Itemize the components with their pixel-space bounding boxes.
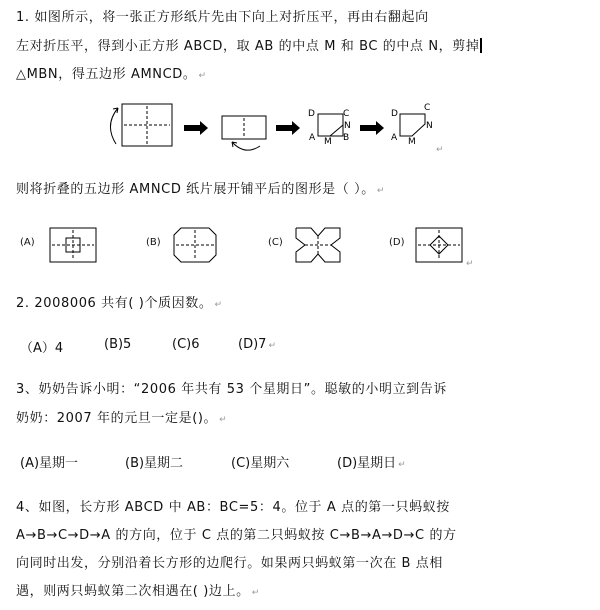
q3-option-d: [337, 452, 406, 471]
q3-line-2: [16, 407, 227, 426]
q1-question: [16, 178, 385, 197]
q3-option-b: (B)星期二: [125, 456, 184, 471]
q2-option-d-text: (D)7: [238, 337, 267, 352]
arrow-icon: [276, 121, 300, 135]
q4-line-3-text: 向同时出发，分别沿着长方形的边爬行。如果两只蚂蚁第一次在 B 点相: [16, 556, 443, 571]
q2-option-d: [238, 337, 276, 352]
q3-line-1: [16, 378, 447, 397]
option-d-figure: [416, 228, 462, 262]
label-d: D: [391, 109, 398, 119]
label-a: A: [391, 133, 398, 143]
option-a-label: (A): [20, 237, 35, 248]
q4-line-2-text: A→B→C→D→A 的方向，位于 C 点的第二只蚂蚁按 C→B→A→D→C 的方: [16, 528, 457, 543]
label-d: D: [308, 109, 315, 119]
q3-option-a: (A)星期一: [20, 456, 79, 471]
arrow-icon: [184, 121, 208, 135]
paragraph-mark: ↵: [466, 259, 474, 269]
q2-question-text: 2. 2008006 共有( )个质因数。: [16, 296, 213, 311]
option-b-figure: [174, 228, 216, 262]
q1-question-text: 则将折叠的五边形 AMNCD 纸片展开铺平后的图形是（ ）。: [16, 182, 375, 197]
option-a-figure: [50, 228, 96, 262]
label-c: C: [424, 103, 431, 113]
q4-line-1-text: 4、如图，长方形 ABCD 中 AB：BC=5：4。位于 A 点的第一只蚂蚁按: [16, 500, 450, 515]
q1-line-1-text: 1. 如图所示，将一张正方形纸片先由下向上对折压平，再由右翻起向: [16, 10, 429, 25]
paragraph-mark: ↵: [376, 186, 385, 196]
fold-step-3: [318, 114, 343, 136]
paragraph-mark: ↵: [214, 300, 223, 310]
label-c: C: [343, 109, 350, 119]
option-c-figure: [296, 228, 340, 262]
q1-line-3-text: △MBN，得五边形 AMNCD。: [16, 67, 197, 82]
label-b: B: [343, 133, 350, 143]
q4-line-4-text: 遇，则两只蚂蚁第二次相遇在( )边上。: [16, 584, 250, 599]
q3-option-d-text: (D)星期日: [337, 456, 397, 471]
label-n: N: [344, 121, 351, 131]
option-c-label: (C): [268, 237, 283, 248]
label-a: A: [309, 133, 316, 143]
label-n: N: [426, 121, 433, 131]
fold-step-2: [222, 116, 266, 150]
q2-option-c: (C)6: [172, 337, 200, 352]
q4-line-2: [16, 524, 457, 543]
q3-line-2-text: 奶奶：2007 年的元旦一定是()。: [16, 411, 218, 426]
paragraph-mark: ↵: [198, 71, 207, 81]
q4-line-1: [16, 496, 450, 515]
paragraph-mark: ↵: [251, 588, 260, 598]
q4-line-3: [16, 552, 443, 571]
q3-line-1-text: 3、奶奶告诉小明：“2006 年共有 53 个星期日”。聪敏的小明立到告诉: [16, 382, 447, 397]
paragraph-mark: ↵: [219, 415, 228, 425]
q3-option-c: (C)星期六: [231, 456, 290, 471]
q1-line-2-text: 左对折压平，得到小正方形 ABCD，取 AB 的中点 M 和 BC 的中点 N，剪掉: [16, 39, 480, 54]
label-m: M: [324, 137, 332, 147]
paragraph-mark: ↵: [268, 341, 276, 351]
q2-option-b: (B)5: [104, 337, 132, 352]
fold-step-1: [110, 104, 172, 146]
arrow-icon: [360, 121, 384, 135]
q4-line-4: [16, 580, 260, 599]
paragraph-mark: ↵: [436, 145, 444, 155]
paragraph-mark: ↵: [398, 460, 406, 470]
option-d-label: (D): [389, 237, 405, 248]
q2-question: [16, 292, 223, 311]
q2-option-a: （A）4: [20, 341, 64, 356]
label-m: M: [408, 137, 416, 147]
fold-step-4: [400, 114, 425, 136]
option-b-label: (B): [146, 237, 161, 248]
